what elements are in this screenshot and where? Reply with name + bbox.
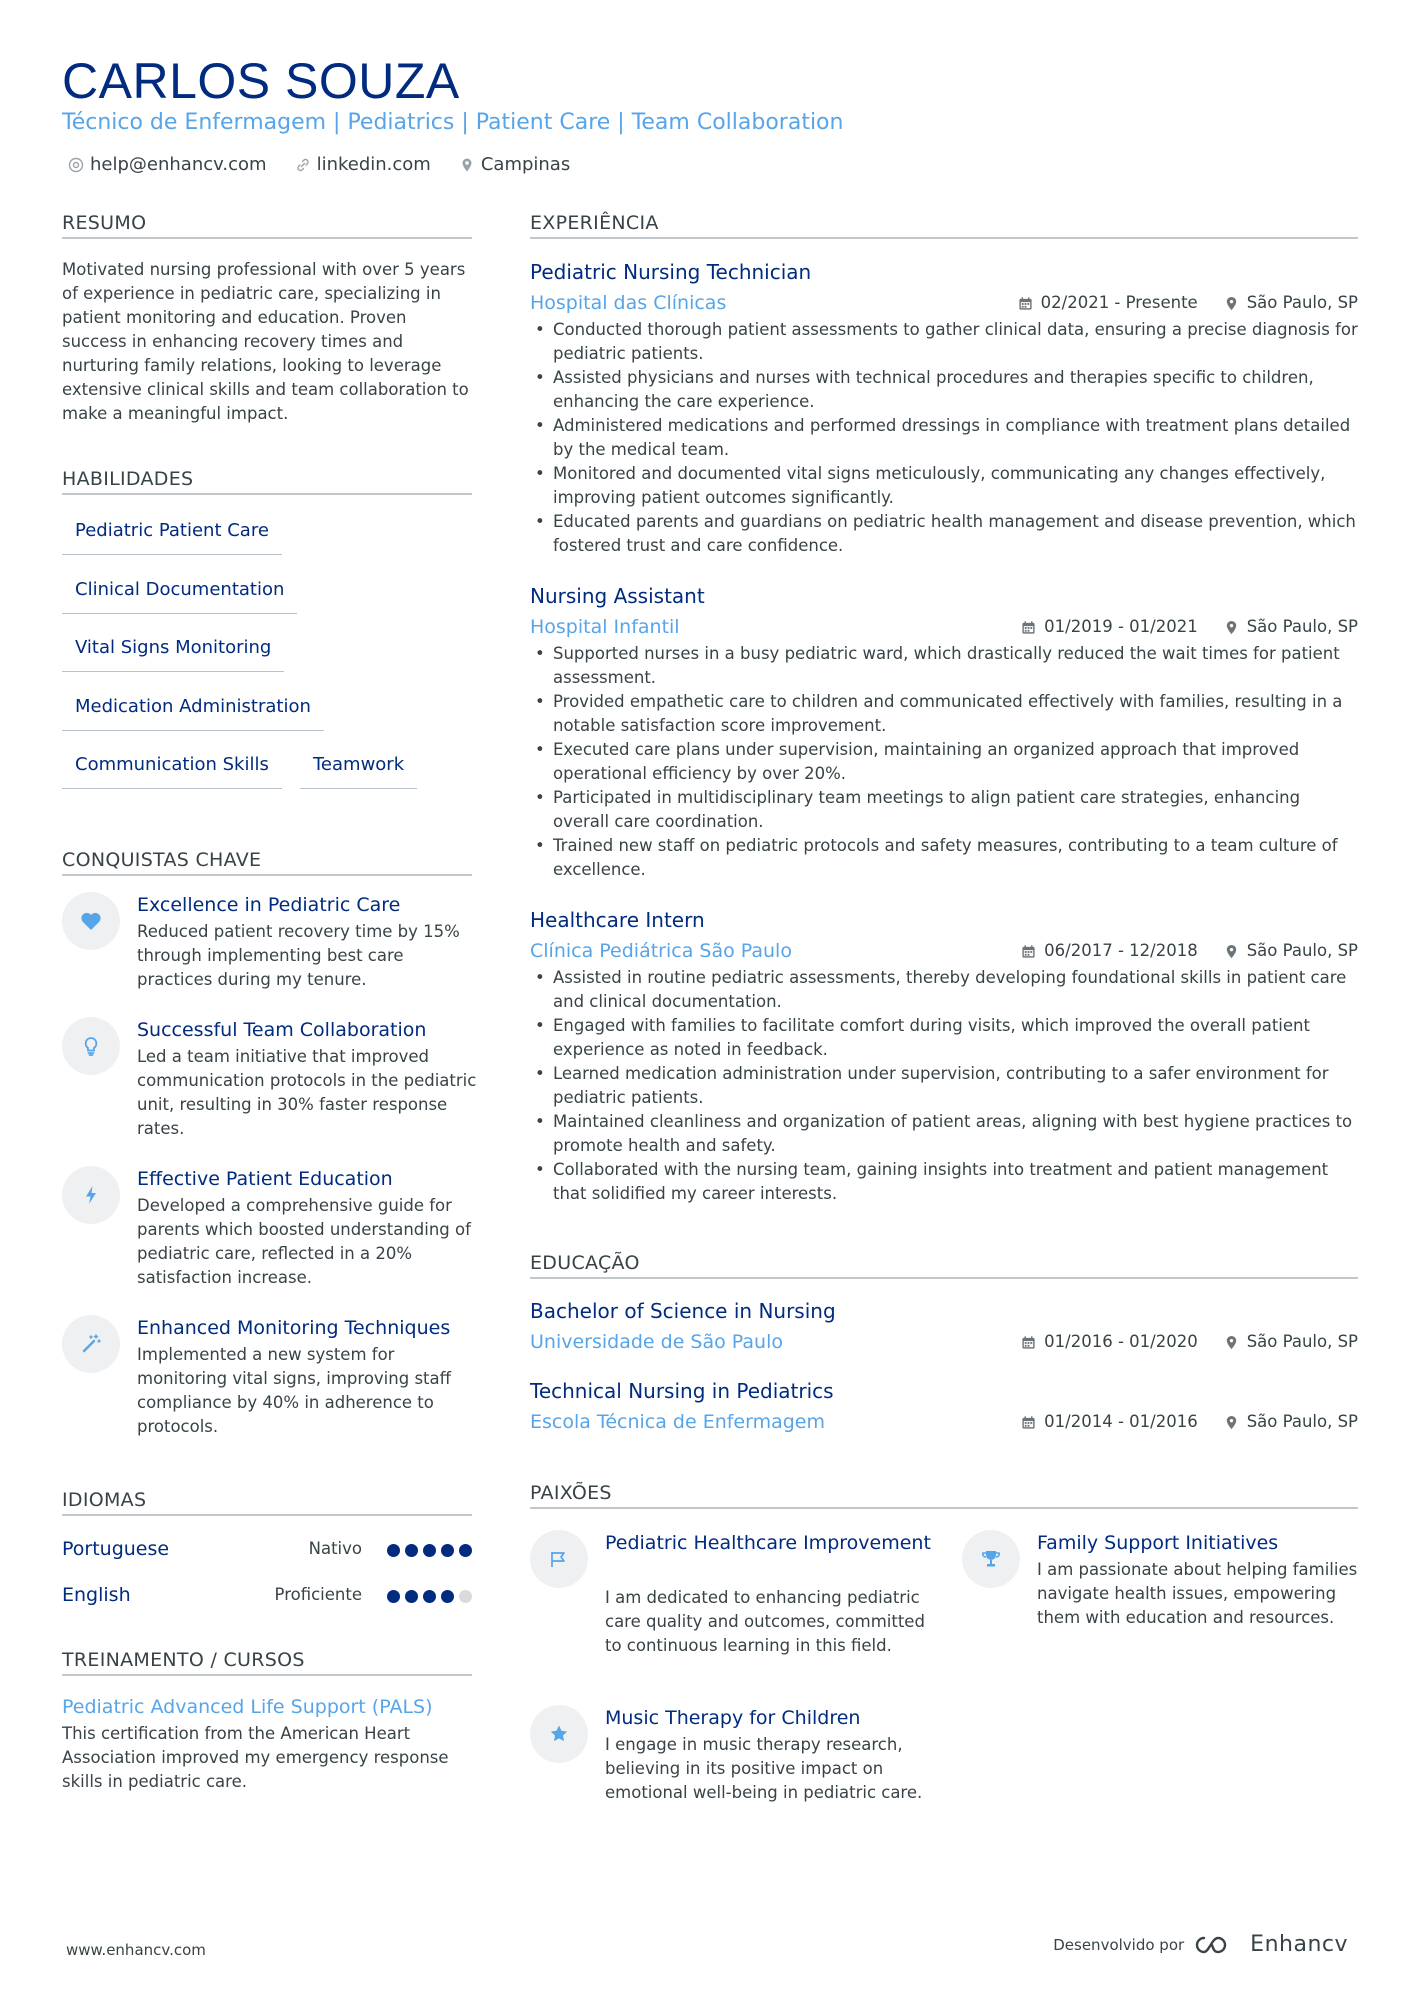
education-entry — [530, 1297, 1358, 1357]
job-location — [1224, 938, 1358, 964]
achievement-icon-badge — [62, 1315, 120, 1373]
enhancv-logo-icon — [1194, 1933, 1240, 1957]
contact-location-text: Campinas — [480, 154, 571, 175]
divider — [62, 874, 472, 876]
job-dates-text: 06/2017 - 12/2018 — [1044, 941, 1198, 960]
achievement-title: Successful Team Collaboration — [137, 1019, 427, 1041]
language-rating — [387, 1544, 472, 1557]
location-pin-icon — [1224, 296, 1239, 311]
education-location-text: São Paulo, SP — [1246, 1332, 1358, 1351]
contact-linkedin-text: linkedin.com — [316, 154, 431, 175]
rating-dot-filled — [387, 1590, 400, 1603]
achievement-desc: Reduced patient recovery time by 15% through implementing best care practices during my tenure. — [137, 922, 460, 989]
job-dates — [1018, 290, 1198, 316]
section-title-experience: EXPERIÊNCIA — [530, 212, 659, 234]
achievement-desc: Led a team initiative that improved communication protocols in the pediatric unit, resulting in 30% faster response rates. — [137, 1047, 477, 1138]
achievement-title: Effective Patient Education — [137, 1168, 393, 1190]
at-icon — [68, 157, 84, 173]
calendar-icon — [1018, 296, 1033, 311]
achievement-desc: Implemented a new system for monitoring vital signs, improving staff compliance by 40% in adherence to protocols. — [137, 1345, 451, 1436]
bullet-item: • Supported nurses in a busy pediatric ward, which drastically reduced the wait times for patient assessment. — [530, 642, 1358, 690]
education-location — [1224, 1329, 1358, 1355]
language-level: Nativo — [308, 1539, 362, 1558]
job-dates-text: 01/2019 - 01/2021 — [1044, 617, 1198, 636]
school-name: Universidade de São Paulo — [530, 1331, 783, 1353]
achievement-icon-badge — [62, 1166, 120, 1224]
achievement-icon-badge — [62, 892, 120, 950]
divider — [62, 1514, 472, 1516]
job-meta — [1021, 614, 1358, 640]
bullet-item: • Maintained cleanliness and organization of patient areas, aligning with best hygiene practices to promote health and safety. — [530, 1110, 1358, 1158]
language-row — [62, 1580, 472, 1610]
language-row — [62, 1534, 472, 1564]
passion-desc: I am dedicated to enhancing pediatric care quality and outcomes, committed to continuous learning in this field. — [605, 1588, 925, 1655]
job-location — [1224, 614, 1358, 640]
bullet-item: • Collaborated with the nursing team, gaining insights into treatment and patient management that solidified my career interests. — [530, 1158, 1358, 1206]
bullet-item: • Monitored and documented vital signs meticulously, communicating any changes effectively, improving patient outcomes significantly. — [530, 462, 1358, 510]
star-icon — [547, 1722, 571, 1746]
bullet-item: • Learned medication administration under supervision, contributing to a safer environment for pediatric patients. — [530, 1062, 1358, 1110]
job-company: Hospital Infantil — [530, 616, 680, 638]
bullet-item: • Administered medications and performed dressings in compliance with treatment plans detailed by the medical team. — [530, 414, 1358, 462]
job-company: Hospital das Clínicas — [530, 292, 727, 314]
footer-url[interactable]: www.enhancv.com — [66, 1941, 206, 1959]
job-bullets — [530, 642, 1358, 882]
job-title: Pediatric Nursing Technician — [530, 260, 812, 284]
education-dates — [1021, 1409, 1198, 1435]
trophy-icon — [979, 1547, 1003, 1571]
rating-dot-filled — [405, 1544, 418, 1557]
passion-title: Pediatric Healthcare Improvement — [605, 1532, 931, 1554]
rating-dot-filled — [387, 1544, 400, 1557]
job-dates — [1021, 938, 1198, 964]
passion-title: Family Support Initiatives — [1037, 1532, 1279, 1554]
language-name: Portuguese — [62, 1538, 170, 1560]
achievement-title: Excellence in Pediatric Care — [137, 894, 401, 916]
section-title-courses: TREINAMENTO / CURSOS — [62, 1649, 305, 1671]
job-bullets — [530, 318, 1358, 558]
passion-desc: I am passionate about helping families navigate health issues, empowering them with education and resources. — [1037, 1560, 1358, 1627]
course-title: Pediatric Advanced Life Support (PALS) — [62, 1696, 433, 1718]
rating-dot-empty — [459, 1590, 472, 1603]
job-dates-text: 02/2021 - Presente — [1040, 293, 1198, 312]
divider — [62, 493, 472, 495]
section-title-summary: RESUMO — [62, 212, 147, 234]
rating-dot-filled — [405, 1590, 418, 1603]
passion-icon-badge — [530, 1530, 588, 1588]
calendar-icon — [1021, 1335, 1036, 1350]
calendar-icon — [1021, 944, 1036, 959]
bullet-item: • Trained new staff on pediatric protocols and safety measures, contributing to a team culture of excellence. — [530, 834, 1358, 882]
calendar-icon — [1021, 1415, 1036, 1430]
achievement-desc: Developed a comprehensive guide for parents which boosted understanding of pediatric care, reflected in a 20% satisfaction increase. — [137, 1196, 471, 1287]
job-meta — [1018, 290, 1358, 316]
bullet-item: • Conducted thorough patient assessments to gather clinical data, ensuring a precise diagnosis for pediatric patients. — [530, 318, 1358, 366]
bullet-item: • Participated in multidisciplinary team meetings to align patient care strategies, enhancing overall care coordination. — [530, 786, 1358, 834]
education-location-text: São Paulo, SP — [1246, 1412, 1358, 1431]
footer-branding — [1053, 1932, 1348, 1957]
job-location-text: São Paulo, SP — [1246, 941, 1358, 960]
calendar-icon — [1021, 620, 1036, 635]
section-title-education: EDUCAÇÃO — [530, 1252, 640, 1274]
degree-title: Technical Nursing in Pediatrics — [530, 1379, 834, 1403]
bullet-item: • Assisted physicians and nurses with technical procedures and therapies specific to children, enhancing the care experience. — [530, 366, 1358, 414]
school-name: Escola Técnica de Enfermagem — [530, 1411, 826, 1433]
divider — [530, 237, 1358, 239]
brand-name: Enhancv — [1250, 1932, 1348, 1957]
powered-by-text: Desenvolvido por — [1053, 1935, 1185, 1954]
skill-tag: Communication Skills — [62, 752, 282, 789]
education-meta — [1021, 1409, 1358, 1435]
job-location-text: São Paulo, SP — [1246, 617, 1358, 636]
skill-tag: Teamwork — [300, 752, 417, 789]
location-pin-icon — [1224, 1415, 1239, 1430]
bullet-item: • Executed care plans under supervision, maintaining an organized approach that improved operational efficiency by over 20%. — [530, 738, 1358, 786]
passion-icon-badge — [530, 1705, 588, 1763]
location-pin-icon — [1224, 620, 1239, 635]
education-location — [1224, 1409, 1358, 1435]
skill-tag: Medication Administration — [62, 694, 324, 731]
job-company: Clínica Pediátrica São Paulo — [530, 940, 792, 962]
lightbulb-icon — [79, 1034, 103, 1058]
job-location — [1224, 290, 1358, 316]
education-entry — [530, 1377, 1358, 1437]
rating-dot-filled — [423, 1544, 436, 1557]
education-dates-text: 01/2014 - 01/2016 — [1044, 1412, 1198, 1431]
job-dates — [1021, 614, 1198, 640]
passion-desc: I engage in music therapy research, believing in its positive impact on emotional well-being in pediatric care. — [605, 1735, 923, 1802]
location-pin-icon — [1224, 944, 1239, 959]
contact-email[interactable] — [68, 152, 267, 178]
job-location-text: São Paulo, SP — [1246, 293, 1358, 312]
flag-icon — [547, 1547, 571, 1571]
summary-text: Motivated nursing professional with over 5 years of experience in pediatric care, specializing in patient monitoring and education. Proven success in enhancing recovery times and nurturing family relations, looking to leverage extensive clinical skills and team collaboration to make a meaningful impact. — [62, 260, 469, 423]
location-pin-icon — [459, 157, 475, 173]
job-meta — [1021, 938, 1358, 964]
contact-location — [459, 152, 570, 178]
bullet-item: • Educated parents and guardians on pediatric health management and disease prevention, which fostered trust and care confidence. — [530, 510, 1358, 558]
headline: Técnico de Enfermagem | Pediatrics | Patient Care | Team Collaboration — [62, 110, 844, 135]
education-meta — [1021, 1329, 1358, 1355]
bullet-item: • Engaged with families to facilitate comfort during visits, which improved the overall patient experience as noted in feedback. — [530, 1014, 1358, 1062]
achievement-title: Enhanced Monitoring Techniques — [137, 1317, 451, 1339]
divider — [530, 1507, 1358, 1509]
degree-title: Bachelor of Science in Nursing — [530, 1299, 836, 1323]
location-pin-icon — [1224, 1335, 1239, 1350]
divider — [62, 1674, 472, 1676]
skill-tag: Clinical Documentation — [62, 577, 297, 614]
education-dates — [1021, 1329, 1198, 1355]
divider — [530, 1277, 1358, 1279]
section-title-languages: IDIOMAS — [62, 1489, 147, 1511]
passion-icon-badge — [962, 1530, 1020, 1588]
rating-dot-filled — [441, 1544, 454, 1557]
candidate-name: CARLOS SOUZA — [62, 53, 460, 109]
heart-icon — [79, 909, 103, 933]
section-title-achievements: CONQUISTAS CHAVE — [62, 849, 262, 871]
language-name: English — [62, 1584, 131, 1606]
rating-dot-filled — [459, 1544, 472, 1557]
bullet-item: • Assisted in routine pediatric assessments, thereby developing foundational skills in patient care and clinical documentation. — [530, 966, 1358, 1014]
lightning-icon — [79, 1183, 103, 1207]
skill-tag: Pediatric Patient Care — [62, 518, 282, 555]
rating-dot-filled — [423, 1590, 436, 1603]
passion-title: Music Therapy for Children — [605, 1707, 861, 1729]
contact-email-text: help@enhancv.com — [90, 154, 267, 175]
link-icon — [295, 157, 311, 173]
section-title-skills: HABILIDADES — [62, 468, 194, 490]
divider — [62, 237, 472, 239]
bullet-item: • Provided empathetic care to children and communicated effectively with families, resulting in a notable satisfaction score improvement. — [530, 690, 1358, 738]
achievement-icon-badge — [62, 1017, 120, 1075]
contact-linkedin[interactable] — [295, 152, 431, 178]
rating-dot-filled — [441, 1590, 454, 1603]
job-title: Nursing Assistant — [530, 584, 705, 608]
course-desc: This certification from the American Heart Association improved my emergency response skills in pediatric care. — [62, 1724, 449, 1791]
job-bullets — [530, 966, 1358, 1206]
magic-wand-icon — [79, 1332, 103, 1356]
education-dates-text: 01/2016 - 01/2020 — [1044, 1332, 1198, 1351]
skill-tag: Vital Signs Monitoring — [62, 635, 284, 672]
job-title: Healthcare Intern — [530, 908, 705, 932]
language-level: Proficiente — [274, 1585, 362, 1604]
contact-bar — [68, 152, 570, 178]
language-rating — [387, 1590, 472, 1603]
section-title-passions: PAIXÕES — [530, 1482, 612, 1504]
